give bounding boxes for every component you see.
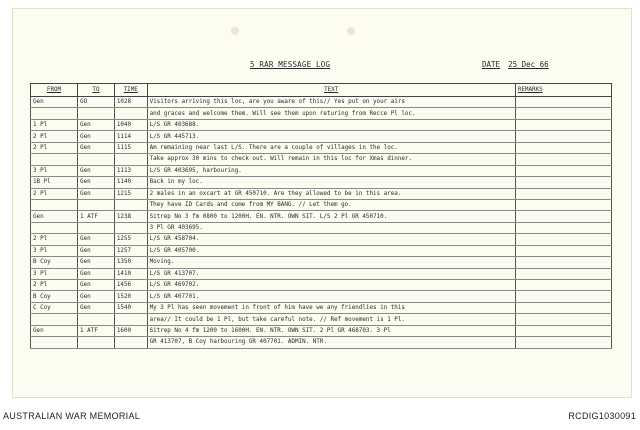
cell-from: 3 Pl: [31, 245, 78, 256]
cell-text: 3 Pl GR 403695.: [147, 222, 515, 233]
cell-to: Gen: [78, 188, 115, 199]
cell-remarks: [515, 245, 611, 256]
cell-text: Sitrep No 3 fm 0800 to 1200H. EN. NTR. OWN SIT. L/S 2 Pl GR 450710.: [147, 211, 515, 222]
cell-time: 1238: [114, 211, 147, 222]
cell-text: L/S GR 469702.: [147, 280, 515, 291]
cell-to: Gen: [78, 119, 115, 130]
cell-time: 1140: [114, 177, 147, 188]
cell-to: Gen: [78, 257, 115, 268]
cell-remarks: [515, 325, 611, 336]
cell-time: 1350: [114, 257, 147, 268]
message-log-table: [30, 83, 612, 349]
cell-remarks: [515, 177, 611, 188]
cell-to: Gen: [78, 280, 115, 291]
column-header-time: TIME: [114, 84, 147, 97]
table-row: [31, 245, 612, 256]
cell-remarks: [515, 291, 611, 302]
cell-remarks: [515, 234, 611, 245]
cell-from: 2 Pl: [31, 280, 78, 291]
cell-from: [31, 314, 78, 325]
table-row: [31, 165, 612, 176]
cell-from: [31, 199, 78, 210]
cell-from: 1 Pl: [31, 119, 78, 130]
cell-remarks: [515, 268, 611, 279]
cell-to: 1 ATF: [78, 211, 115, 222]
cell-from: 2 Pl: [31, 142, 78, 153]
cell-from: [31, 154, 78, 165]
column-header-to: TO: [78, 84, 115, 97]
cell-time: 1040: [114, 119, 147, 130]
cell-from: [31, 337, 78, 348]
punch-hole-left: [231, 27, 239, 35]
cell-time: 1456: [114, 280, 147, 291]
punch-hole-right: [347, 27, 355, 35]
cell-remarks: [515, 199, 611, 210]
cell-from: Gen: [31, 325, 78, 336]
cell-time: 1600: [114, 325, 147, 336]
cell-text: 2 males in an oxcart at GR 450710. Are they allowed to be in this area.: [147, 188, 515, 199]
table-row: [31, 199, 612, 210]
column-header-remarks: REMARKS: [515, 84, 611, 97]
cell-remarks: [515, 131, 611, 142]
cell-to: [78, 108, 115, 119]
cell-text: L/S GR 403688.: [147, 119, 515, 130]
cell-from: 2 Pl: [31, 188, 78, 199]
cell-to: [78, 222, 115, 233]
table-row: [31, 154, 612, 165]
cell-to: [78, 154, 115, 165]
cell-time: 1115: [114, 142, 147, 153]
cell-from: 3 Pl: [31, 165, 78, 176]
cell-remarks: [515, 222, 611, 233]
table-row: [31, 142, 612, 153]
cell-text: Visitors arriving this loc, are you aware of this// Yes put on your airs: [147, 97, 515, 108]
cell-remarks: [515, 337, 611, 348]
cell-to: Gen: [78, 177, 115, 188]
cell-to: Gen: [78, 142, 115, 153]
table-row: [31, 268, 612, 279]
cell-time: 1028: [114, 97, 147, 108]
cell-text: L/S GR 445713.: [147, 131, 515, 142]
cell-time: 1410: [114, 268, 147, 279]
cell-time: [114, 154, 147, 165]
cell-text: L/S GR 403695, harbouring.: [147, 165, 515, 176]
cell-from: 3 Pl: [31, 268, 78, 279]
cell-to: Gen: [78, 291, 115, 302]
cell-time: [114, 108, 147, 119]
cell-from: Gen: [31, 211, 78, 222]
cell-to: [78, 199, 115, 210]
cell-text: Sitrep No 4 fm 1200 to 1600H. EN. NTR. OWN SIT. 2 Pl GR 468703. 3 Pl: [147, 325, 515, 336]
cell-remarks: [515, 165, 611, 176]
cell-time: 1113: [114, 165, 147, 176]
cell-remarks: [515, 142, 611, 153]
cell-time: 1540: [114, 302, 147, 313]
footer-source: AUSTRALIAN WAR MEMORIAL: [3, 411, 141, 421]
column-header-text: TEXT: [147, 84, 515, 97]
cell-from: 2 Pl: [31, 131, 78, 142]
cell-to: Gen: [78, 234, 115, 245]
cell-remarks: [515, 119, 611, 130]
cell-text: My 3 Pl has seen movement in front of him have we any friendlies in this: [147, 302, 515, 313]
table-row: [31, 188, 612, 199]
cell-to: 1 ATF: [78, 325, 115, 336]
table-row: [31, 222, 612, 233]
cell-text: L/S GR 407701.: [147, 291, 515, 302]
table-row: [31, 302, 612, 313]
cell-text: They have ID Cards and come from MY BANG. // Let them go.: [147, 199, 515, 210]
cell-text: Am remaining near last L/S. There are a couple of villages in the loc.: [147, 142, 515, 153]
cell-remarks: [515, 314, 611, 325]
cell-from: Gen: [31, 97, 78, 108]
cell-to: [78, 337, 115, 348]
table-row: [31, 108, 612, 119]
cell-remarks: [515, 302, 611, 313]
cell-time: 1255: [114, 234, 147, 245]
log-title: 5 RAR MESSAGE LOG: [250, 60, 331, 69]
cell-to: Gen: [78, 131, 115, 142]
footer-id: RCDIG1030091: [568, 411, 636, 421]
column-header-from: FROM: [31, 84, 78, 97]
cell-to: Gen: [78, 165, 115, 176]
cell-remarks: [515, 108, 611, 119]
cell-time: [114, 314, 147, 325]
cell-remarks: [515, 257, 611, 268]
cell-time: 1520: [114, 291, 147, 302]
cell-text: GR 413707, B Coy harbouring GR 407701. ADMIN. NTR.: [147, 337, 515, 348]
cell-from: [31, 108, 78, 119]
cell-to: Gen: [78, 245, 115, 256]
cell-to: Gen: [78, 302, 115, 313]
cell-time: [114, 199, 147, 210]
table-header-row: [31, 84, 612, 97]
cell-time: 1257: [114, 245, 147, 256]
cell-time: [114, 222, 147, 233]
table-row: [31, 257, 612, 268]
cell-to: Gen: [78, 268, 115, 279]
table-body: [31, 97, 612, 349]
table-row: [31, 337, 612, 348]
date-value: 25 Dec 66: [508, 60, 549, 69]
cell-remarks: [515, 154, 611, 165]
cell-time: 1215: [114, 188, 147, 199]
table-row: [31, 314, 612, 325]
table-row: [31, 119, 612, 130]
cell-remarks: [515, 211, 611, 222]
cell-from: 2 Pl: [31, 234, 78, 245]
cell-remarks: [515, 280, 611, 291]
cell-text: L/S GR 405700.: [147, 245, 515, 256]
table-row: [31, 325, 612, 336]
cell-text: L/S GR 413707.: [147, 268, 515, 279]
table-row: [31, 291, 612, 302]
table-row: [31, 211, 612, 222]
date-label: DATE: [482, 60, 501, 69]
cell-from: B Coy: [31, 257, 78, 268]
cell-remarks: [515, 97, 611, 108]
cell-to: [78, 314, 115, 325]
cell-from: [31, 222, 78, 233]
table-row: [31, 234, 612, 245]
cell-text: and graces and welcome them. Will see them upon returing from Recce Pl loc.: [147, 108, 515, 119]
table-row: [31, 97, 612, 108]
table-row: [31, 280, 612, 291]
cell-text: Take approx 30 mins to check out. Will remain in this loc for Xmas dinner.: [147, 154, 515, 165]
cell-to: GO: [78, 97, 115, 108]
cell-text: area// It could be 1 Pl, but take careful note. // Ref movement is 1 Pl.: [147, 314, 515, 325]
log-date: [482, 60, 557, 69]
table-row: [31, 177, 612, 188]
cell-text: Moving.: [147, 257, 515, 268]
cell-from: B Coy: [31, 291, 78, 302]
cell-remarks: [515, 188, 611, 199]
cell-time: [114, 337, 147, 348]
cell-text: Back in my loc.: [147, 177, 515, 188]
cell-from: 1B Pl: [31, 177, 78, 188]
cell-text: L/S GR 458704.: [147, 234, 515, 245]
cell-time: 1114: [114, 131, 147, 142]
cell-from: C Coy: [31, 302, 78, 313]
table-row: [31, 131, 612, 142]
